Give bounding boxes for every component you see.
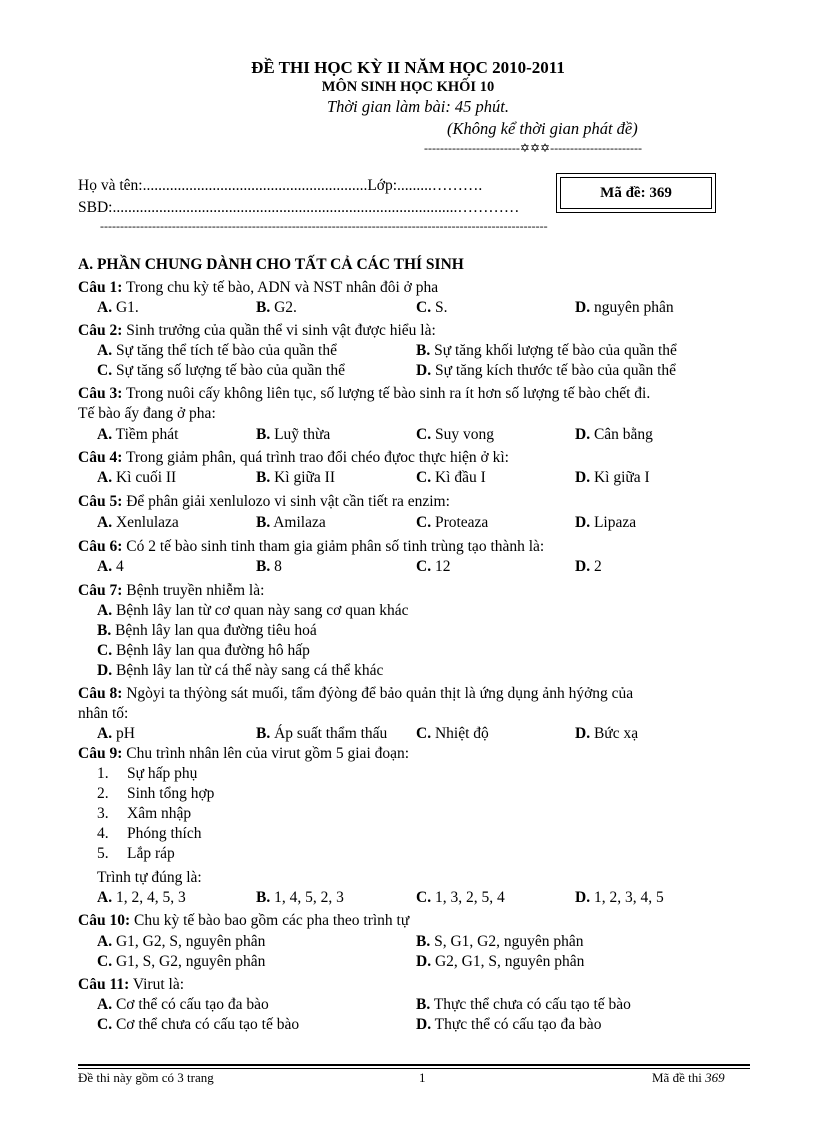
student-name-line: Họ và tên:..........................................................Lớp:.........………. bbox=[78, 177, 483, 194]
question-2: Câu 2: Sinh trưởng của quần thể vi sinh vật được hiểu là: bbox=[78, 322, 436, 339]
question-4: Câu 4: Trong giảm phân, quá trình trao đổi chéo đựoc thực hiện ở kì: bbox=[78, 449, 509, 466]
question-8: Câu 8: Ngòyi ta thýòng sát muối, tẩm đýòng để bảo quản thịt là ứng dụng ảnh hýởng của bbox=[78, 685, 634, 702]
q1-option-d: D. nguyên phân bbox=[575, 299, 674, 316]
q9-step: 3. bbox=[97, 805, 109, 822]
q6-option-c: C. 12 bbox=[416, 558, 451, 575]
q8-option-b: B. Áp suất thẩm thấu bbox=[256, 725, 388, 742]
q8-option-c: C. Nhiệt độ bbox=[416, 725, 489, 742]
q6-option-b: B. 8 bbox=[256, 558, 282, 575]
q9-order-prompt: Trình tự đúng là: bbox=[97, 869, 202, 886]
q4-option-b: B. Kì giữa II bbox=[256, 469, 336, 486]
q9-step: 2. bbox=[97, 785, 109, 802]
q10-option-a: A. G1, G2, S, nguyên phân bbox=[97, 933, 266, 950]
info-separator: ---------------------------------------------------------------------------------------------------------------- bbox=[100, 219, 548, 233]
footer-page-count: Đề thi này gồm có 3 trang bbox=[78, 1070, 214, 1085]
q10-option-c: C. G1, S, G2, nguyên phân bbox=[97, 953, 266, 970]
question-1 bbox=[78, 279, 438, 297]
q3-option-b: B. Luỹ thừa bbox=[256, 426, 331, 443]
footer-rule-thin bbox=[78, 1068, 750, 1069]
q5-option-b: B. Amilaza bbox=[256, 514, 326, 531]
q6-option-d: D. 2 bbox=[575, 558, 602, 575]
question-3-cont: Tế bào ấy đang ở pha: bbox=[78, 405, 216, 422]
q8-option-d: D. Bức xạ bbox=[575, 725, 639, 742]
question-6: Câu 6: Có 2 tế bào sinh tinh tham gia giảm phân số tinh trùng tạo thành là: bbox=[78, 538, 545, 555]
q9-step: 4. bbox=[97, 825, 109, 842]
exam-code-label: Mã đề: 369 bbox=[560, 177, 712, 209]
q2-option-d: D. Sự tăng kích thước tế bào của quần thể bbox=[416, 362, 677, 379]
q9-option-a: A. 1, 2, 4, 5, 3 bbox=[97, 889, 186, 906]
q3-option-c: C. Suy vong bbox=[416, 426, 494, 443]
q9-option-b: B. 1, 4, 5, 2, 3 bbox=[256, 889, 344, 906]
header-ornament: ------------------------✡✡✡----------------------- bbox=[424, 141, 642, 155]
footer-exam-code: Mã đề thi 369 bbox=[652, 1070, 725, 1085]
q11-option-b: B. Thực thể chưa có cấu tạo tế bào bbox=[416, 996, 631, 1013]
q9-step-text: Sự hấp phụ bbox=[127, 765, 198, 782]
q9-step-text: Lắp ráp bbox=[127, 845, 175, 862]
q8-option-a: A. pH bbox=[97, 725, 135, 742]
section-a-heading: A. PHẦN CHUNG DÀNH CHO TẤT CẢ CÁC THÍ SINH bbox=[78, 256, 464, 273]
q7-option-b: B. Bệnh lây lan qua đường tiêu hoá bbox=[97, 622, 317, 639]
q4-option-d: D. Kì giữa I bbox=[575, 469, 650, 486]
question-7: Câu 7: Bệnh truyền nhiễm là: bbox=[78, 582, 265, 599]
q6-option-a: A. 4 bbox=[97, 558, 124, 575]
q11-option-d: D. Thực thể có cấu tạo đa bào bbox=[416, 1016, 602, 1033]
q10-option-d: D. G2, G1, S, nguyên phân bbox=[416, 953, 585, 970]
q9-option-d: D. 1, 2, 3, 4, 5 bbox=[575, 889, 664, 906]
q9-step: 1. bbox=[97, 765, 109, 782]
q1-option-c: C. S. bbox=[416, 299, 448, 316]
q5-option-c: C. Proteaza bbox=[416, 514, 489, 531]
question-5: Câu 5: Để phân giải xenlulozo vi sinh vật cần tiết ra enzim: bbox=[78, 493, 450, 510]
footer-rule-thick bbox=[78, 1064, 750, 1066]
question-9: Câu 9: Chu trình nhân lên của virut gồm 5 giai đoạn: bbox=[78, 745, 410, 762]
q2-option-c: C. Sự tăng số lượng tế bào của quần thể bbox=[97, 362, 345, 379]
q3-option-d: D. Cân bằng bbox=[575, 426, 653, 443]
question-8-cont: nhân tố: bbox=[78, 705, 129, 722]
q9-option-c: C. 1, 3, 2, 5, 4 bbox=[416, 889, 505, 906]
exam-code-box bbox=[556, 173, 716, 213]
q9-step-text: Xâm nhập bbox=[127, 805, 192, 822]
exam-time: Thời gian làm bài: 45 phút. bbox=[326, 97, 510, 116]
q7-option-a: A. Bệnh lây lan từ cơ quan này sang cơ quan khác bbox=[97, 602, 409, 619]
q5-option-a: A. Xenlulaza bbox=[97, 514, 179, 531]
q1-option-b: B. G2. bbox=[256, 299, 297, 316]
q4-option-c: C. Kì đầu I bbox=[416, 469, 486, 486]
question-10: Câu 10: Chu kỳ tế bào bao gồm các pha theo trình tự bbox=[78, 912, 410, 929]
q11-option-c: C. Cơ thể chưa có cấu tạo tế bào bbox=[97, 1016, 300, 1033]
q3-option-a: A. Tiềm phát bbox=[97, 426, 179, 443]
question-text: Trong chu kỳ tế bào, ADN và NST nhân đôi ở pha bbox=[122, 279, 439, 296]
q7-option-c: C. Bệnh lây lan qua đường hô hấp bbox=[97, 642, 310, 659]
exam-subject: MÔN SINH HỌC KHỐI 10 bbox=[321, 79, 495, 95]
q10-option-b: B. S, G1, G2, nguyên phân bbox=[416, 933, 584, 950]
footer-page-number: 1 bbox=[419, 1070, 426, 1085]
q11-option-a: A. Cơ thể có cấu tạo đa bào bbox=[97, 996, 269, 1013]
student-sbd-line: SBD:.........................................................................................………… bbox=[78, 199, 520, 216]
q4-option-a: A. Kì cuối II bbox=[97, 469, 177, 486]
exam-title: ĐỀ THI HỌC KỲ II NĂM HỌC 2010-2011 bbox=[251, 58, 565, 77]
q2-option-b: B. Sự tăng khối lượng tế bào của quần thể bbox=[416, 342, 677, 359]
question-11: Câu 11: Virut là: bbox=[78, 976, 184, 993]
q5-option-d: D. Lipaza bbox=[575, 514, 637, 531]
q2-option-a: A. Sự tăng thể tích tế bào của quần thể bbox=[97, 342, 337, 359]
q7-option-d: D. Bệnh lây lan từ cá thể này sang cá thể khác bbox=[97, 662, 384, 679]
q1-option-a: A. G1. bbox=[97, 299, 139, 316]
q9-step: 5. bbox=[97, 845, 109, 862]
question-3: Câu 3: Trong nuôi cấy không liên tục, số lượng tế bào sinh ra ít hơn số lượng tế bào chết đi. bbox=[78, 385, 651, 402]
question-label: Câu 1: bbox=[78, 279, 123, 296]
exam-note: (Không kể thời gian phát đề) bbox=[447, 119, 638, 138]
q9-step-text: Sinh tổng hợp bbox=[127, 785, 215, 802]
q9-step-text: Phóng thích bbox=[127, 825, 202, 842]
